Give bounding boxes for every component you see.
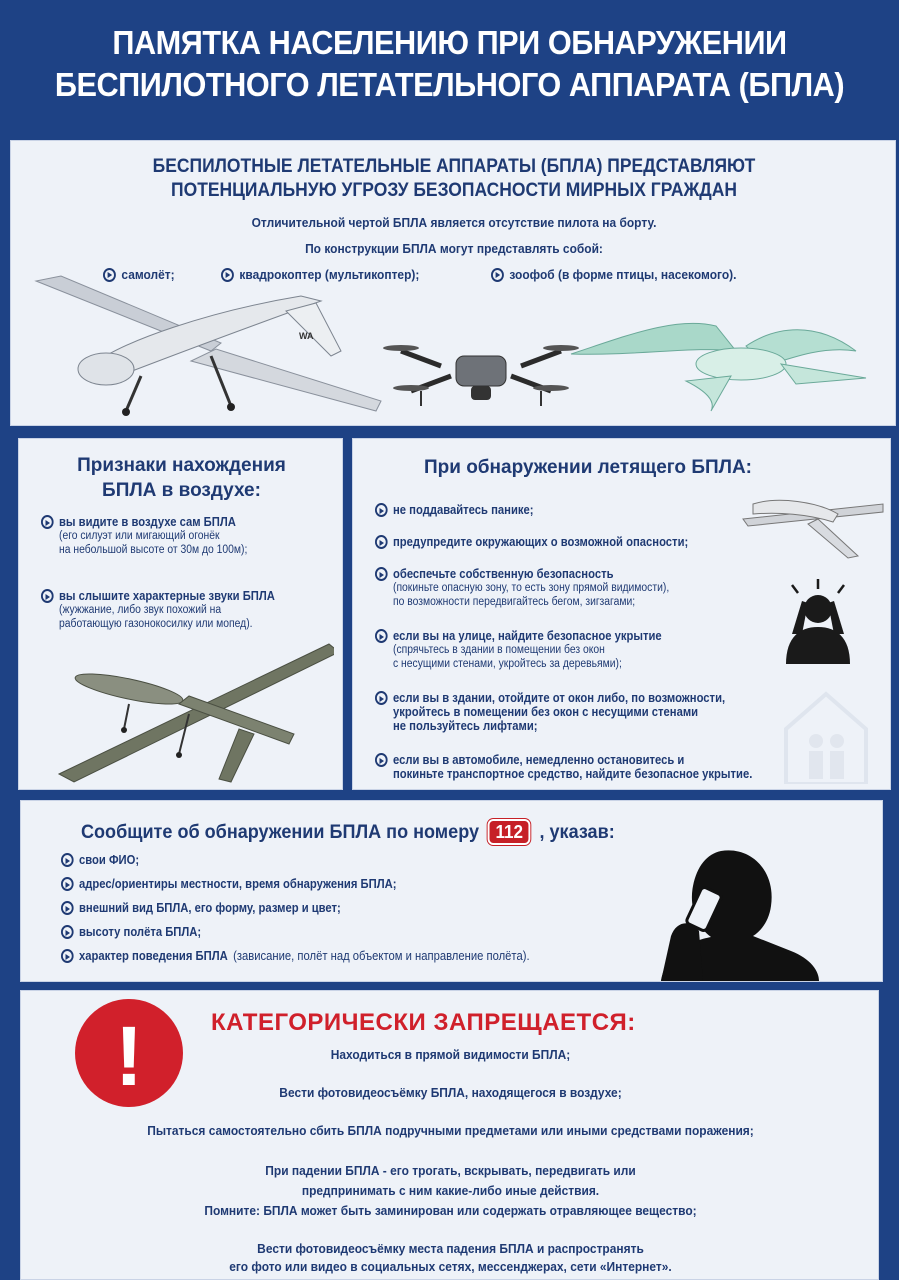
title-line-2: БЕСПИЛОТНОГО ЛЕТАТЕЛЬНОГО АППАРАТА (БПЛА): [54, 66, 845, 103]
emergency-number-badge: 112: [488, 819, 531, 845]
detect-panel: [352, 438, 891, 790]
forbid-line-1: Находиться в прямой видимости БПЛА;: [330, 1047, 571, 1062]
arrow-bullet-icon: [61, 949, 74, 963]
type-item-zoofob: зоофоб (в форме птицы, насекомого).: [491, 267, 736, 282]
phone-call-person-icon: [641, 841, 821, 981]
forbid-line-3: Пытаться самостоятельно сбить БПЛА подручными предметами или иными средствами поражения;: [147, 1123, 754, 1138]
detect-item-building: если вы в здании, отойдите от окон либо, по возможности, укройтесь в помещении без окон с несущими стенами не пользуйтесь лифтами;: [393, 691, 725, 733]
intro-text-2: По конструкции БПЛА могут представлять собой:: [305, 241, 603, 256]
type-item-quadcopter: квадрокоптер (мультикоптер);: [221, 267, 419, 282]
detect-item-street: если вы на улице, найдите безопасное укрытие (спрячьтесь в здании в помещении без окон с несущими стенами, укройтесь за деревьями);: [393, 629, 662, 671]
arrow-bullet-icon: [41, 589, 54, 603]
detect-item-car: если вы в автомобиле, немедленно остановитесь и покиньте транспортное средство, найдите безопасное укрытие.: [393, 753, 752, 781]
forbid-line-6: Помните: БПЛА может быть заминирован или содержать отравляющее вещество;: [204, 1203, 697, 1218]
arrow-bullet-icon: [61, 925, 74, 939]
intro-panel: [10, 140, 896, 426]
report-item-altitude: высоту полёта БПЛА;: [61, 925, 201, 939]
page-title: [31, 22, 867, 106]
detect-item-safety: обеспечьте собственную безопасность (покиньте опасную зону, то есть зону прямой видимости), по возможности передвигайтесь бегом, зигзагами;: [393, 567, 669, 609]
intro-heading-line-1: БЕСПИЛОТНЫЕ ЛЕТАТЕЛЬНЫЕ АППАРАТЫ (БПЛА) ПРЕДСТАВЛЯЮТ: [152, 156, 756, 177]
forbid-line-8: его фото или видео в социальных сетях, мессенджерах, сети «Интернет».: [229, 1259, 672, 1274]
detect-item-warn: предупредите окружающих о возможной опасности;: [393, 535, 688, 549]
intro-heading-line-2: ПОТЕНЦИАЛЬНУЮ УГРОЗУ БЕЗОПАСНОСТИ МИРНЫХ ГРАЖДАН: [171, 180, 737, 201]
forbid-line-2: Вести фотовидеосъёмку БПЛА, находящегося в воздухе;: [279, 1085, 622, 1100]
shelter-icon: [781, 689, 871, 784]
arrow-bullet-icon: [61, 877, 74, 891]
report-title: Сообщите об обнаружении БПЛА по номеру 112 , указав:: [81, 819, 615, 845]
signs-item-see: вы видите в воздухе сам БПЛА (его силуэт или мигающий огонёк на небольшой высоте от 30м до 100м);: [59, 515, 247, 557]
type-item-plane: самолёт;: [103, 267, 175, 282]
forbid-line-7: Вести фотовидеосъёмку места падения БПЛА и распространять: [257, 1241, 644, 1256]
signs-item-hear: вы слышите характерные звуки БПЛА (жужжание, либо звук похожий на работающую газонокосилку или мопед).: [59, 589, 275, 631]
arrow-bullet-icon: [375, 691, 388, 705]
arrow-bullet-icon: [375, 753, 388, 767]
detect-title: При обнаружении летящего БПЛА:: [423, 457, 753, 478]
arrow-bullet-icon: [61, 853, 74, 867]
panic-person-icon: [778, 579, 858, 664]
report-panel: [20, 800, 883, 982]
fixed-wing-drone-icon: [738, 484, 886, 559]
bird-drone-icon: [566, 306, 876, 416]
report-item-appearance: внешний вид БПЛА, его форму, размер и цвет;: [61, 901, 341, 915]
arrow-bullet-icon: [375, 629, 388, 643]
military-drone-icon: [39, 634, 334, 784]
quadcopter-icon: [381, 326, 581, 416]
arrow-bullet-icon: [375, 535, 388, 549]
intro-heading: [46, 155, 861, 203]
report-item-name: свои ФИО;: [61, 853, 139, 867]
arrow-bullet-icon: [375, 503, 388, 517]
intro-text-1: Отличительной чертой БПЛА является отсутствие пилота на борту.: [251, 215, 657, 230]
report-item-behavior: характер поведения БПЛА (зависание, полёт над объектом и направление полёта).: [61, 949, 530, 963]
report-item-address: адрес/ориентиры местности, время обнаружения БПЛА;: [61, 877, 396, 891]
plane-drone-icon: [31, 271, 391, 421]
arrow-bullet-icon: [491, 268, 504, 282]
forbid-line-5: предпринимать с ним какие-либо иные действия.: [301, 1183, 600, 1198]
arrow-bullet-icon: [41, 515, 54, 529]
svg-text:!: !: [115, 1009, 143, 1103]
forbid-title: КАТЕГОРИЧЕСКИ ЗАПРЕЩАЕТСЯ:: [211, 1009, 636, 1036]
arrow-bullet-icon: [61, 901, 74, 915]
detect-item-panic: не поддавайтесь панике;: [393, 503, 533, 517]
signs-panel: [18, 438, 343, 790]
forbid-line-4: При падении БПЛА - его трогать, вскрывать, передвигать или: [265, 1163, 636, 1178]
title-line-1: ПАМЯТКА НАСЕЛЕНИЮ ПРИ ОБНАРУЖЕНИИ: [112, 24, 787, 61]
forbid-panel: [20, 990, 879, 1280]
arrow-bullet-icon: [375, 567, 388, 581]
signs-title: Признаки нахождения БПЛА в воздухе:: [77, 455, 286, 501]
drone-marking: WA: [299, 331, 314, 341]
